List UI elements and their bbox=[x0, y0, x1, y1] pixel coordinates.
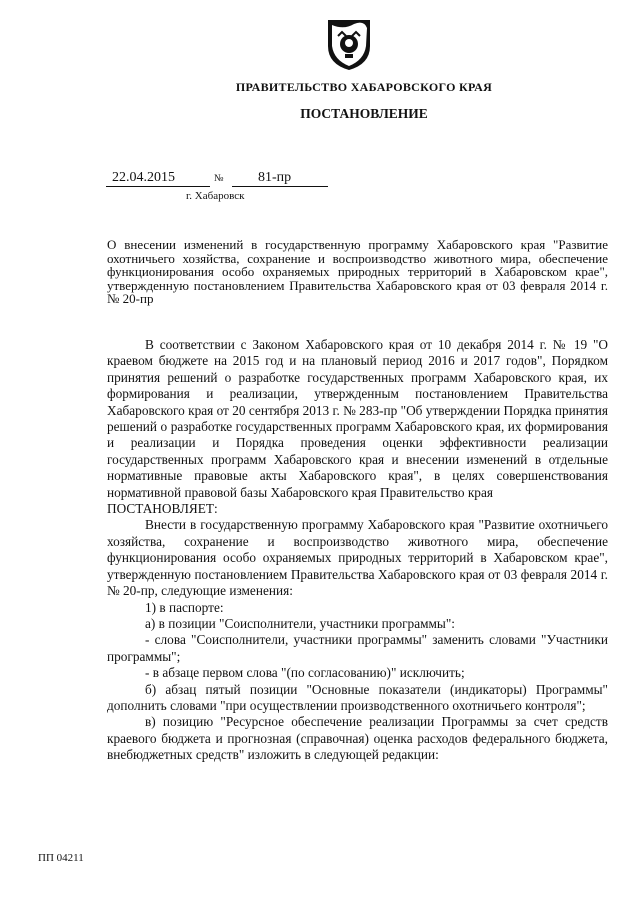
body-item: а) в позиции "Соисполнители, участники программы": bbox=[145, 615, 455, 631]
number-sign: № bbox=[214, 173, 224, 184]
footer-code: ПП 04211 bbox=[38, 852, 84, 864]
document-city: г. Хабаровск bbox=[186, 190, 245, 202]
body-item: 1) в паспорте: bbox=[145, 599, 224, 615]
coat-of-arms-emblem bbox=[324, 16, 374, 72]
subject-text: О внесении изменений в государственную программу Хабаровского края "Развитие охотничьего хозяйства, сохранение и воспроизводство животного мира, обеспечение функционирования особо охраняемых природных территорий в Хабаровском крае", утвержденную постановлением Правительства Хабаровского края от 03 февраля 2014 г. № 20-пр bbox=[107, 237, 608, 306]
body-item: Внести в государственную программу Хабаровского края "Развитие охотничьего хозяйства, сохранение и воспроизводство животного мира, обеспечение функционирования особо охраняемых природных территорий в Хабаровском крае", утвержденную постановлением Правительства Хабаровского края от 03 февраля 2014 г. № 20-пр, следующие изменения: bbox=[107, 517, 608, 599]
body-item: - слова "Соисполнители, участники программы" заменить словами "Участники программы"; bbox=[107, 632, 608, 664]
document-type: ПОСТАНОВЛЕНИЕ bbox=[300, 106, 428, 121]
document-subject bbox=[107, 238, 608, 306]
body-item: в) позицию "Ресурсное обеспечение реализации Программы за счет средств краевого бюджета и прогнозная (справочная) оценка расходов федерального бюджета, внебюджетных средств" изложить в следующей редакции: bbox=[107, 714, 608, 763]
document-date: 22.04.2015 bbox=[106, 170, 210, 187]
document-body bbox=[107, 337, 608, 764]
government-name: ПРАВИТЕЛЬСТВО ХАБАРОВСКОГО КРАЯ bbox=[235, 80, 493, 94]
resolves-heading: ПОСТАНОВЛЯЕТ: bbox=[107, 501, 218, 517]
document-number: 81-пр bbox=[232, 170, 328, 187]
body-item: б) абзац пятый позиции "Основные показатели (индикаторы) Программы" дополнить словами "при осуществлении производственного охотничьего контроля"; bbox=[107, 681, 608, 713]
body-item: - в абзаце первом слова "(по согласованию)" исключить; bbox=[145, 665, 465, 681]
preamble-paragraph: В соответствии с Законом Хабаровского края от 10 декабря 2014 г. № 19 "О краевом бюджете на 2015 год и на плановый период 2016 и 2017 годов", Порядком принятия решений о разработке государственных программ Хабаровского края, их формирования и реализации, утвержденным постановлением Правительства Хабаровского края от 20 сентября 2013 г. № 283-пр "Об утверждении Порядка принятия решений о разработке государственных программ Хабаровского края, их формирования и реализации и Порядка проведения оценки эффективности реализации государственных программ Хабаровского края и внесении изменений в отдельные нормативные правовые акты Хабаровского края", в целях совершенствования нормативной правовой базы Хабаровского края Правительство края bbox=[107, 337, 608, 500]
